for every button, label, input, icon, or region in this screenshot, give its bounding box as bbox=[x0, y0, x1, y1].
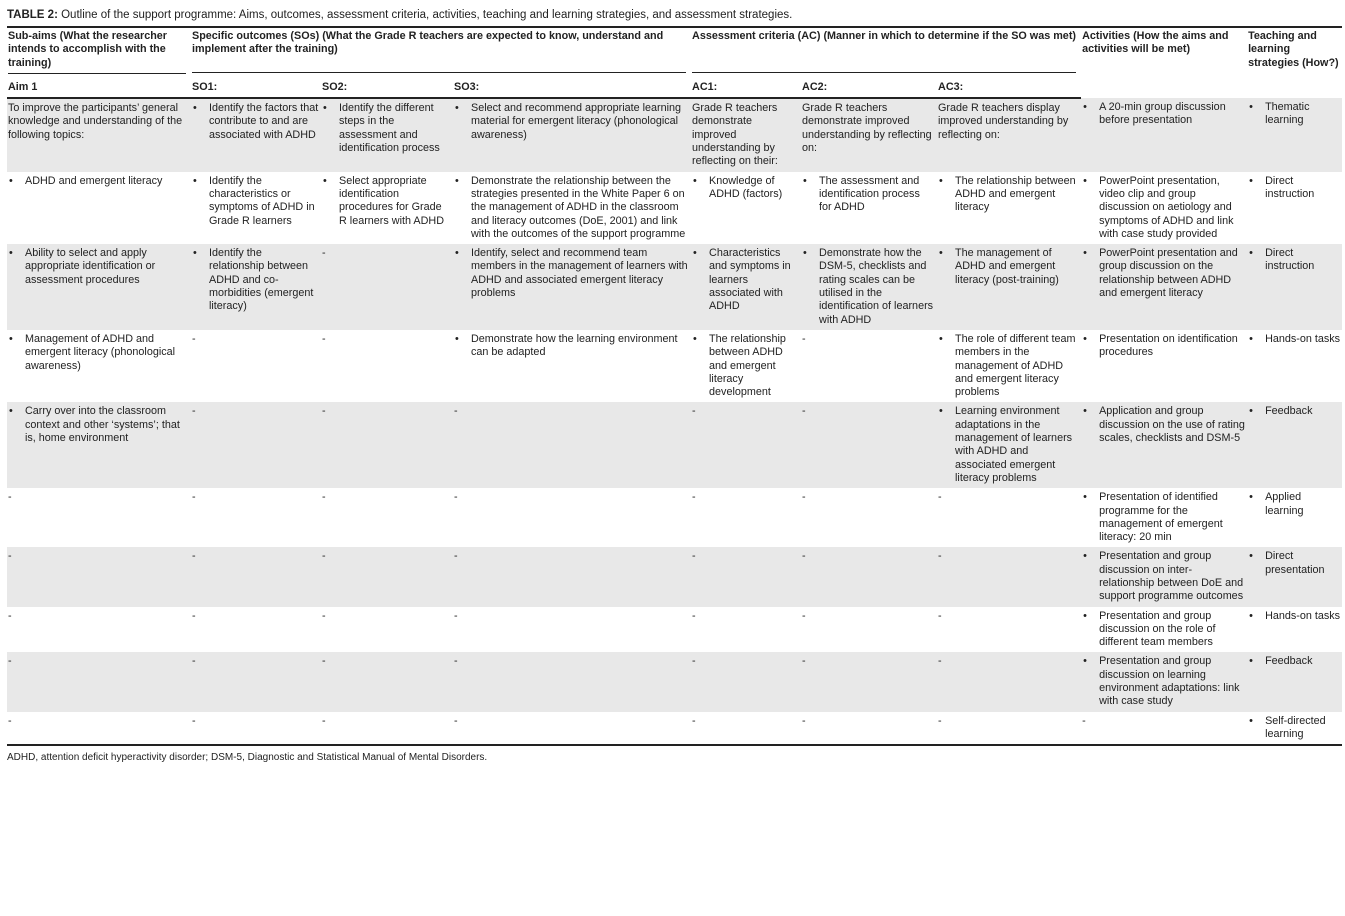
bullet-icon: • bbox=[1249, 332, 1253, 345]
bullet-icon: • bbox=[455, 332, 459, 345]
caption-text: Outline of the support programme: Aims, outcomes, assessment criteria, activities, teaching and learning strategies, and assessment strategies. bbox=[57, 9, 793, 21]
cell-subaim: To improve the participants’ general knowledge and understanding of the following topics: bbox=[7, 98, 191, 171]
cell-ac2: - bbox=[802, 714, 806, 727]
bullet-icon: • bbox=[1249, 609, 1253, 622]
bullet-icon: • bbox=[1083, 550, 1087, 563]
bullet-icon: • bbox=[1249, 491, 1253, 504]
cell-teaching bbox=[1247, 98, 1342, 171]
cell-activity bbox=[1081, 402, 1247, 488]
cell-text: Demonstrate the relationship between the strategies presented in the White Paper 6 on the management of ADHD in the classroom and literacy outcomes (DoE, 2001) and link with the outcomes of the support programme bbox=[471, 174, 686, 240]
cell-subaim bbox=[7, 330, 191, 402]
header-so1: SO1: bbox=[191, 77, 321, 98]
cell-subaim: - bbox=[8, 714, 12, 727]
cell-so3 bbox=[453, 330, 691, 402]
cell-text: Hands-on tasks bbox=[1265, 332, 1341, 345]
cell-text: The role of different team members in the management of ADHD and emergent literacy problems bbox=[955, 332, 1076, 399]
table-row bbox=[7, 712, 1342, 746]
bullet-icon: • bbox=[939, 332, 943, 345]
cell-ac3: - bbox=[938, 609, 942, 622]
cell-so3: - bbox=[453, 652, 691, 711]
bullet-icon: • bbox=[1249, 247, 1253, 260]
cell-text: Application and group discussion on the use of rating scales, checklists and DSM-5 bbox=[1099, 405, 1245, 445]
bullet-icon: • bbox=[803, 247, 807, 260]
table-row bbox=[7, 330, 1342, 402]
cell-text: Direct instruction bbox=[1265, 174, 1315, 200]
cell-ac3: - bbox=[937, 547, 1081, 606]
cell-ac3 bbox=[937, 244, 1081, 330]
header-activities: Activities (How the aims and activities will be met) bbox=[1082, 30, 1229, 56]
cell-text: PowerPoint presentation, video clip and group discussion on aetiology and symptoms of ADHD and link with case study provided bbox=[1099, 174, 1234, 240]
cell-text: Identify the different steps in the assessment and identification process bbox=[339, 102, 440, 155]
cell-so1 bbox=[191, 244, 321, 330]
bullet-icon: • bbox=[323, 102, 327, 115]
bullet-icon: • bbox=[1083, 174, 1087, 187]
bullet-icon: • bbox=[693, 174, 697, 187]
cell-teaching bbox=[1247, 607, 1342, 653]
header-aim1: Aim 1 bbox=[7, 77, 191, 98]
cell-ac3 bbox=[937, 172, 1081, 244]
cell-activity bbox=[1081, 488, 1247, 547]
cell-text: Identify, select and recommend team members in the management of learners with ADHD and associated emergent literacy problems bbox=[471, 247, 688, 300]
cell-text: Presentation and group discussion on learning environment adaptations: link with case study bbox=[1099, 655, 1240, 708]
bullet-icon: • bbox=[1249, 714, 1253, 727]
cell-text: Identify the characteristics or symptoms of ADHD in Grade R learners bbox=[209, 174, 315, 227]
bullet-icon: • bbox=[455, 174, 459, 187]
cell-so3: - bbox=[454, 714, 458, 727]
header-teaching: Teaching and learning strategies (How?) bbox=[1248, 30, 1339, 69]
cell-ac1 bbox=[691, 330, 801, 402]
table-row bbox=[7, 172, 1342, 244]
bullet-icon: • bbox=[455, 247, 459, 260]
table-caption bbox=[7, 8, 1342, 22]
bullet-icon: • bbox=[1249, 655, 1253, 668]
bullet-icon: • bbox=[1083, 609, 1087, 622]
table-row bbox=[7, 547, 1342, 606]
table-row bbox=[7, 244, 1342, 330]
cell-so1: - bbox=[192, 714, 196, 727]
cell-so2: - bbox=[322, 609, 326, 622]
bullet-icon: • bbox=[803, 174, 807, 187]
cell-subaim: - bbox=[7, 652, 191, 711]
cell-text: Demonstrate how the learning environment can be adapted bbox=[471, 332, 678, 359]
cell-text: Hands-on tasks bbox=[1265, 609, 1341, 622]
bullet-icon: • bbox=[455, 102, 459, 115]
cell-ac3: - bbox=[938, 714, 942, 727]
cell-ac3: Grade R teachers display improved understanding by reflecting on: bbox=[937, 98, 1081, 171]
cell-text: Presentation and group discussion on the role of different team members bbox=[1099, 609, 1216, 649]
bullet-icon: • bbox=[1083, 491, 1087, 504]
bullet-icon: • bbox=[9, 332, 13, 345]
cell-text: Feedback bbox=[1265, 655, 1313, 668]
cell-ac3: - bbox=[937, 652, 1081, 711]
cell-text: Direct instruction bbox=[1265, 247, 1315, 273]
cell-activity bbox=[1081, 330, 1247, 402]
cell-ac2: - bbox=[802, 332, 806, 345]
cell-so1: - bbox=[191, 652, 321, 711]
cell-text: Characteristics and symptoms in learners associated with ADHD bbox=[709, 247, 791, 313]
cell-text: Ability to select and apply appropriate identification or assessment procedures bbox=[25, 247, 156, 286]
bullet-icon: • bbox=[939, 174, 943, 187]
cell-teaching bbox=[1247, 712, 1342, 746]
bullet-icon: • bbox=[1083, 247, 1087, 260]
cell-ac1: - bbox=[691, 547, 801, 606]
table-row bbox=[7, 98, 1342, 171]
cell-teaching bbox=[1247, 547, 1342, 606]
cell-teaching bbox=[1247, 488, 1342, 547]
table-body bbox=[7, 98, 1342, 745]
cell-activity bbox=[1081, 244, 1247, 330]
bullet-icon: • bbox=[193, 102, 197, 115]
cell-subaim bbox=[7, 244, 191, 330]
header-so2: SO2: bbox=[321, 77, 453, 98]
cell-text: Select and recommend appropriate learning material for emergent literacy (phonological awareness) bbox=[471, 102, 682, 141]
cell-text: The relationship between ADHD and emergent literacy bbox=[955, 174, 1076, 214]
cell-text: Presentation and group discussion on inter-relationship between DoE and support programme outcomes bbox=[1099, 550, 1244, 603]
cell-so3 bbox=[453, 98, 691, 171]
cell-ac2 bbox=[801, 244, 937, 330]
cell-ac1: - bbox=[691, 652, 801, 711]
cell-text: Direct presentation bbox=[1265, 550, 1325, 576]
cell-text: ADHD and emergent literacy bbox=[25, 174, 163, 187]
bullet-icon: • bbox=[1249, 405, 1253, 418]
cell-so2: - bbox=[321, 547, 453, 606]
cell-text: Management of ADHD and emergent literacy (phonological awareness) bbox=[25, 332, 176, 372]
bullet-icon: • bbox=[1249, 550, 1253, 563]
table-row bbox=[7, 402, 1342, 488]
cell-activity bbox=[1081, 98, 1247, 171]
cell-text: Knowledge of ADHD (factors) bbox=[709, 174, 783, 200]
header-so3: SO3: bbox=[453, 77, 691, 98]
document bbox=[7, 8, 1342, 763]
cell-text: Presentation on identification procedures bbox=[1099, 332, 1238, 359]
cell-so3 bbox=[453, 244, 691, 330]
cell-so2 bbox=[321, 98, 453, 171]
table-row bbox=[7, 652, 1342, 711]
cell-so3 bbox=[453, 172, 691, 244]
cell-text: The relationship between ADHD and emergent literacy development bbox=[709, 332, 786, 399]
cell-activity bbox=[1081, 547, 1247, 606]
cell-ac1: - bbox=[692, 491, 696, 504]
cell-so3: - bbox=[454, 491, 458, 504]
caption-label: TABLE 2: bbox=[7, 9, 58, 21]
cell-text: Feedback bbox=[1265, 405, 1313, 418]
cell-ac2 bbox=[801, 172, 937, 244]
cell-teaching bbox=[1247, 402, 1342, 488]
cell-text: Thematic learning bbox=[1265, 101, 1310, 127]
cell-so3: - bbox=[453, 547, 691, 606]
cell-text: Applied learning bbox=[1265, 491, 1304, 517]
cell-so1 bbox=[191, 172, 321, 244]
cell-subaim: - bbox=[7, 547, 191, 606]
header-subaims: Sub-aims (What the researcher intends to accomplish with the training) bbox=[7, 27, 191, 77]
bullet-icon: • bbox=[1249, 101, 1253, 114]
cell-so2: - bbox=[322, 714, 326, 727]
cell-text: Self-directed learning bbox=[1265, 714, 1326, 740]
cell-ac2: Grade R teachers demonstrate improved understanding by reflecting on: bbox=[801, 98, 937, 171]
cell-so3: - bbox=[453, 402, 691, 488]
table-row bbox=[7, 607, 1342, 653]
cell-ac1 bbox=[691, 172, 801, 244]
cell-so2: - bbox=[322, 332, 326, 345]
cell-so1 bbox=[191, 98, 321, 171]
cell-so2: - bbox=[321, 402, 453, 488]
cell-teaching bbox=[1247, 244, 1342, 330]
cell-ac1: - bbox=[691, 402, 801, 488]
table-footnote: ADHD, attention deficit hyperactivity disorder; DSM-5, Diagnostic and Statistical Manual of Mental Disorders. bbox=[7, 752, 488, 764]
bullet-icon: • bbox=[9, 247, 13, 260]
cell-ac2: - bbox=[801, 652, 937, 711]
bullet-icon: • bbox=[939, 247, 943, 260]
cell-subaim: - bbox=[8, 491, 12, 504]
cell-subaim bbox=[7, 402, 191, 488]
cell-text: Identify the relationship between ADHD and co-morbidities (emergent literacy) bbox=[209, 247, 314, 313]
table-row bbox=[7, 488, 1342, 547]
bullet-icon: • bbox=[193, 174, 197, 187]
cell-text: Learning environment adaptations in the management of learners with ADHD and associated emergent literacy problems bbox=[955, 405, 1073, 484]
cell-ac1 bbox=[691, 244, 801, 330]
cell-so1: - bbox=[191, 402, 321, 488]
cell-ac3 bbox=[937, 330, 1081, 402]
cell-text: PowerPoint presentation and group discussion on the relationship between ADHD and emergent literacy bbox=[1099, 247, 1238, 300]
cell-ac3 bbox=[937, 402, 1081, 488]
bullet-icon: • bbox=[939, 405, 943, 418]
support-programme-table bbox=[7, 26, 1342, 746]
header-assessment-criteria: Assessment criteria (AC) (Manner in which to determine if the SO was met) bbox=[691, 27, 1081, 77]
cell-text: Carry over into the classroom context and other ‘systems’; that is, home environment bbox=[25, 405, 180, 445]
bullet-icon: • bbox=[9, 405, 13, 418]
header-ac2: AC2: bbox=[801, 77, 937, 98]
cell-ac2: - bbox=[802, 609, 806, 622]
bullet-icon: • bbox=[193, 247, 197, 260]
cell-text: Presentation of identified programme for the management of emergent literacy: 20 min bbox=[1099, 491, 1223, 544]
bullet-icon: • bbox=[1083, 332, 1087, 345]
cell-text: Demonstrate how the DSM-5, checklists and rating scales can be utilised in the identification of learners with ADHD bbox=[819, 247, 934, 326]
cell-activity bbox=[1081, 652, 1247, 711]
header-specific-outcomes: Specific outcomes (SOs) (What the Grade R teachers are expected to know, understand and implement after the training) bbox=[191, 27, 691, 77]
cell-ac2: - bbox=[801, 402, 937, 488]
bullet-icon: • bbox=[1083, 101, 1087, 114]
cell-subaim bbox=[7, 172, 191, 244]
cell-ac2: - bbox=[801, 547, 937, 606]
cell-text: Select appropriate identification procedures for Grade R learners with ADHD bbox=[339, 174, 445, 227]
header-ac1: AC1: bbox=[691, 77, 801, 98]
cell-so3: - bbox=[454, 609, 458, 622]
cell-ac1: - bbox=[692, 714, 696, 727]
cell-text: A 20-min group discussion before presentation bbox=[1099, 101, 1226, 127]
cell-activity: - bbox=[1082, 714, 1086, 727]
bullet-icon: • bbox=[9, 174, 13, 187]
cell-so2: - bbox=[321, 652, 453, 711]
cell-text: Identify the factors that contribute to and are associated with ADHD bbox=[209, 102, 319, 141]
bullet-icon: • bbox=[693, 247, 697, 260]
cell-so1: - bbox=[192, 491, 196, 504]
header-ac3: AC3: bbox=[937, 77, 1081, 98]
cell-so1: - bbox=[192, 332, 196, 345]
bullet-icon: • bbox=[693, 332, 697, 345]
cell-ac2: - bbox=[802, 491, 806, 504]
cell-ac1: Grade R teachers demonstrate improved understanding by reflecting on their: bbox=[691, 98, 801, 171]
cell-so2: - bbox=[322, 491, 326, 504]
cell-text: The assessment and identification process for ADHD bbox=[819, 174, 920, 214]
bullet-icon: • bbox=[1083, 405, 1087, 418]
cell-activity bbox=[1081, 172, 1247, 244]
cell-text: The management of ADHD and emergent literacy (post-training) bbox=[955, 247, 1059, 286]
cell-so2 bbox=[321, 172, 453, 244]
cell-so1: - bbox=[191, 547, 321, 606]
cell-so2: - bbox=[321, 244, 453, 330]
cell-ac3: - bbox=[938, 491, 942, 504]
cell-teaching bbox=[1247, 330, 1342, 402]
bullet-icon: • bbox=[1249, 174, 1253, 187]
cell-so1: - bbox=[192, 609, 196, 622]
cell-subaim: - bbox=[8, 609, 12, 622]
cell-teaching bbox=[1247, 172, 1342, 244]
cell-ac1: - bbox=[692, 609, 696, 622]
bullet-icon: • bbox=[323, 174, 327, 187]
cell-activity bbox=[1081, 607, 1247, 653]
cell-teaching bbox=[1247, 652, 1342, 711]
bullet-icon: • bbox=[1083, 655, 1087, 668]
